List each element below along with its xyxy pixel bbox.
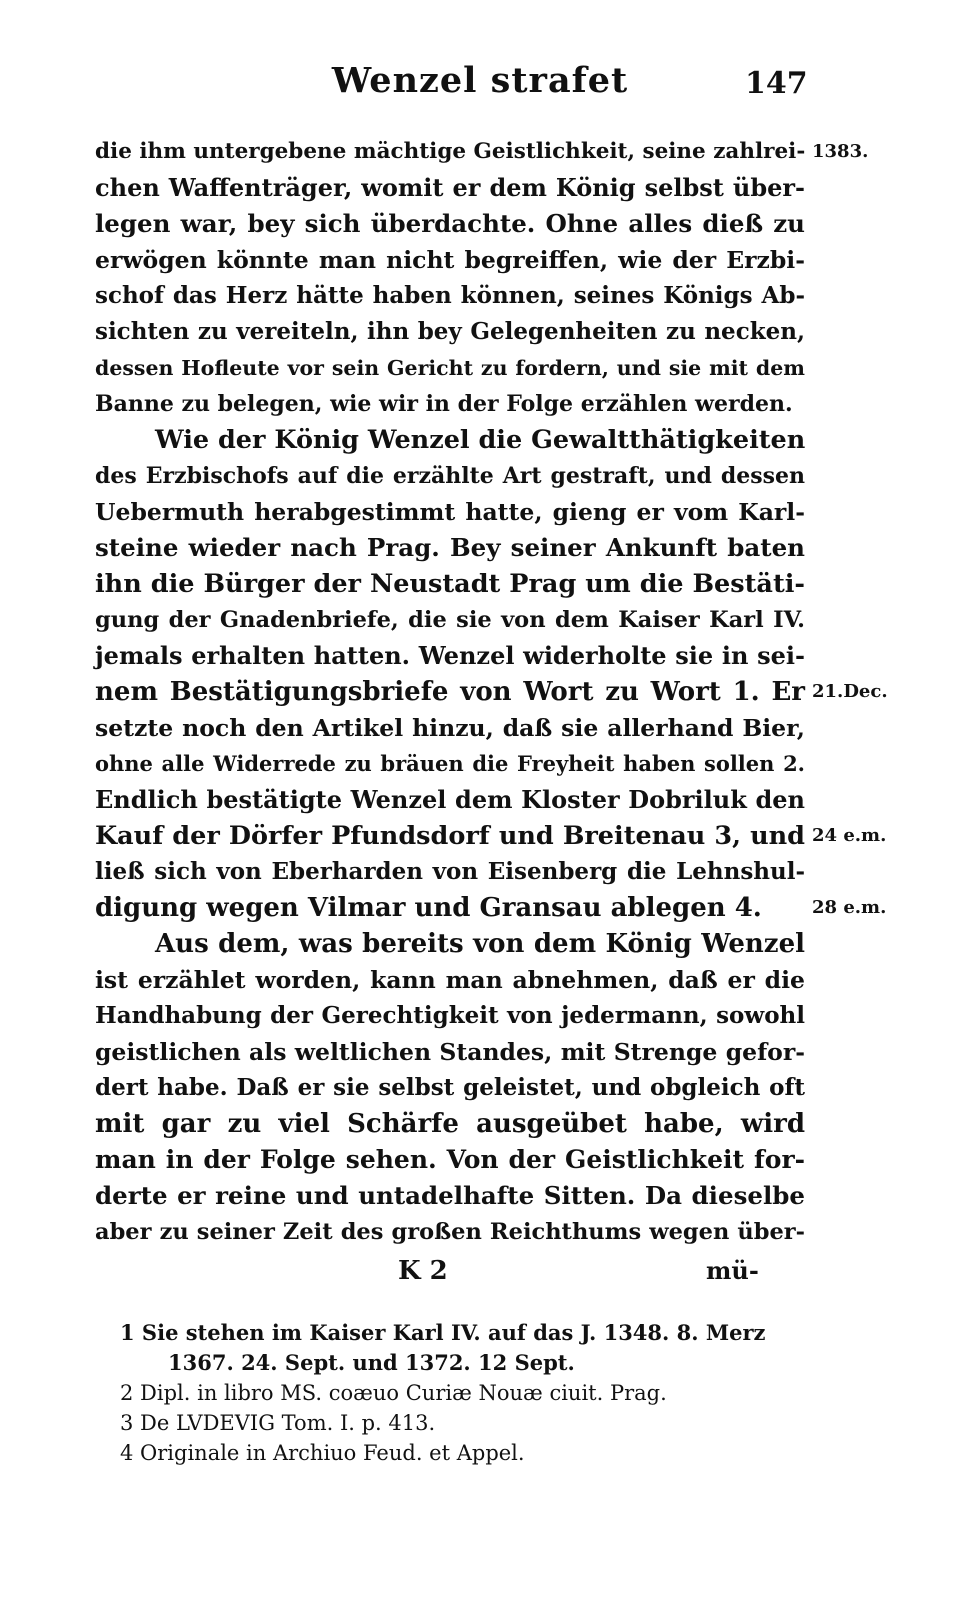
text-line: die ihm untergebene mächtige Geistlichkeit, seine zahlrei- <box>95 139 806 164</box>
footnote: 1 Sie stehen im Kaiser Karl IV. auf das J. 1348. 8. Merz <box>120 1320 766 1345</box>
footnote: 2 Dipl. in libro MS. coæuo Curiæ Nouæ ciuit. Prag. <box>120 1381 667 1405</box>
text-line: Uebermuth herabgestimmt hatte, gieng er vom Karl- <box>95 498 805 526</box>
text-line: dert habe. Daß er sie selbst geleistet, und obgleich oft <box>95 1074 805 1101</box>
text-line: derte er reine und untadelhafte Sitten. Da dieselbe <box>95 1181 805 1210</box>
text-line: Handhabung der Gerechtigkeit von jedermann, sowohl <box>95 1002 805 1029</box>
footnote: 3 De LVDEVIG Tom. I. p. 413. <box>120 1411 436 1435</box>
text-line: legen war, bey sich überdachte. Ohne alles dieß zu <box>95 209 805 238</box>
text-line: aber zu seiner Zeit des großen Reichthums wegen über- <box>95 1219 805 1245</box>
text-line: mit gar zu viel Schärfe ausgeübet habe, wird <box>95 1109 805 1139</box>
footnote: 4 Originale in Archiuo Feud. et Appel. <box>120 1441 525 1465</box>
text-line: geistlichen als weltlichen Standes, mit Strenge gefor- <box>95 1038 805 1066</box>
page-number: 147 <box>745 66 808 101</box>
text-line: man in der Folge sehen. Von der Geistlichkeit for- <box>95 1145 805 1174</box>
catchword: mü- <box>706 1256 759 1285</box>
text-line: ihn die Bürger der Neustadt Prag um die Bestäti- <box>95 569 805 599</box>
text-line: Aus dem, was bereits von dem König Wenzel <box>155 929 805 959</box>
text-line: digung wegen Vilmar und Gransau ablegen 4. <box>95 893 762 923</box>
text-line: Endlich bestätigte Wenzel dem Kloster Dobriluk den <box>95 785 805 814</box>
text-line: dessen Hofleute vor sein Gericht zu fordern, und sie mit dem <box>95 356 805 380</box>
text-line: schof das Herz hätte haben können, seines Königs Ab- <box>95 282 805 309</box>
margin-note-date: 28 e.m. <box>812 897 887 918</box>
text-line: ist erzählet worden, kann man abnehmen, daß er die <box>95 966 805 994</box>
text-line: steine wieder nach Prag. Bey seiner Ankunft baten <box>95 533 805 562</box>
text-line: ohne alle Widerrede zu bräuen die Freyheit haben sollen 2. <box>95 751 805 776</box>
text-line: gung der Gnadenbriefe, die sie von dem Kaiser Karl IV. <box>95 607 805 633</box>
text-line: des Erzbischofs auf die erzählte Art gestraft, und dessen <box>95 463 805 489</box>
text-line: ließ sich von Eberharden von Eisenberg die Lehnshul- <box>95 858 805 885</box>
text-line: Banne zu belegen, wie wir in der Folge erzählen werden. <box>95 391 793 417</box>
text-line: setzte noch den Artikel hinzu, daß sie allerhand Bier, <box>95 714 805 742</box>
text-line: Kauf der Dörfer Pfundsdorf und Breitenau 3, und <box>95 821 805 851</box>
margin-note-year: 1383. <box>812 141 869 162</box>
footnote-continuation: 1367. 24. Sept. und 1372. 12 Sept. <box>168 1350 575 1375</box>
text-line: nem Bestätigungsbriefe von Wort zu Wort 1. Er <box>95 677 805 707</box>
text-line: Wie der König Wenzel die Gewaltthätigkeiten <box>155 425 806 455</box>
signature-mark: K 2 <box>398 1256 448 1286</box>
text-line: erwögen könnte man nicht begreiffen, wie der Erzbi- <box>95 246 805 274</box>
text-line: jemals erhalten hatten. Wenzel widerholte sie in sei- <box>95 641 805 670</box>
text-line: chen Waffenträger, womit er dem König selbst über- <box>95 173 805 202</box>
margin-note-date: 21.Dec. <box>812 681 888 702</box>
margin-note-date: 24 e.m. <box>812 825 887 846</box>
running-head: Wenzel strafet <box>331 60 629 101</box>
text-line: sichten zu vereiteln, ihn bey Gelegenheiten zu necken, <box>95 318 805 345</box>
